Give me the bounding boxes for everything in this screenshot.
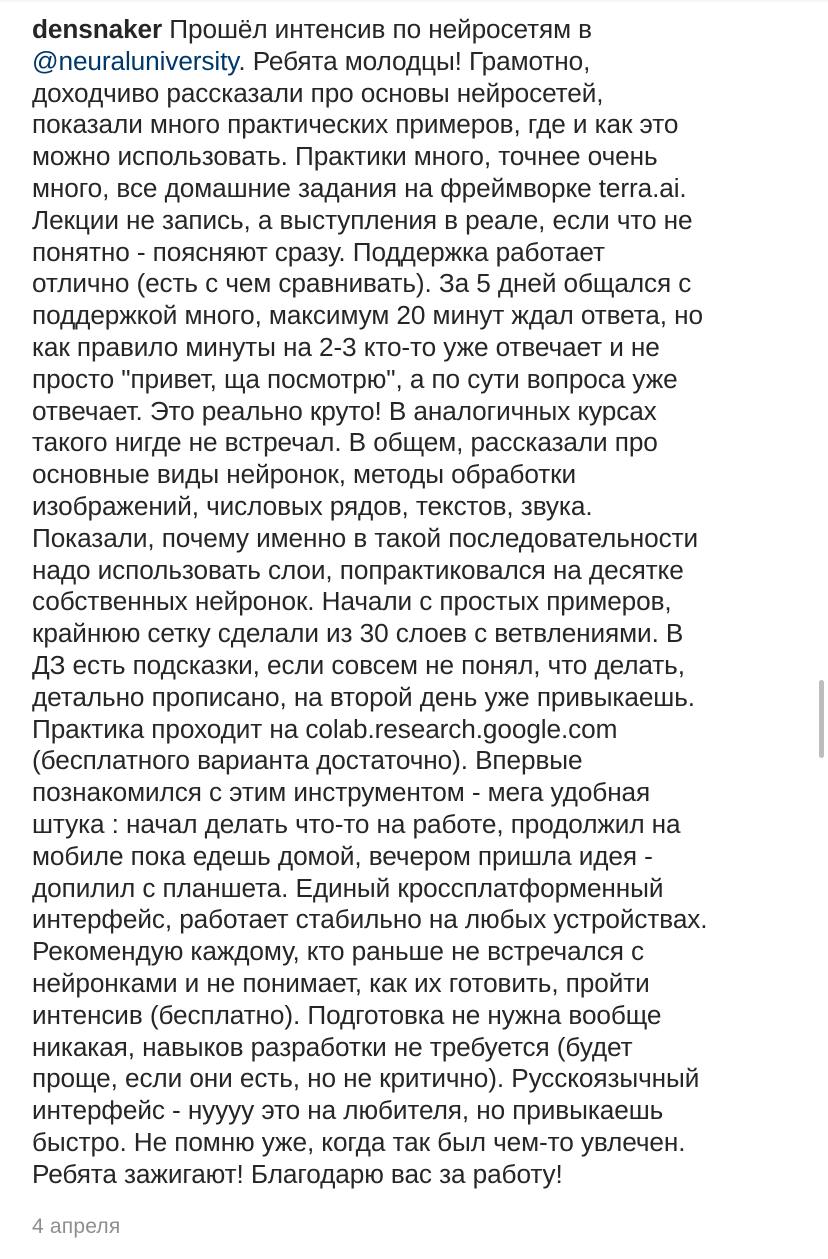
comment-timestamp[interactable]: 4 апреля bbox=[32, 1215, 121, 1238]
comment-line: показали много практических примеров, где и как это bbox=[32, 109, 679, 140]
comment-line: никакая, навыков разработки не требуется (будет bbox=[32, 1031, 633, 1062]
comment-line: изображений, числовых рядов, текстов, звука. bbox=[32, 490, 593, 521]
comment-line: интенсив (бесплатно). Подготовка не нужна вообще bbox=[32, 999, 662, 1030]
scrollbar-thumb[interactable] bbox=[819, 680, 824, 758]
comment-line: интерфейс - нуууу это на любителя, но привыкаешь bbox=[32, 1095, 664, 1126]
comment-first-line-text: Прошёл интенсив по нейросетям в bbox=[169, 14, 592, 44]
comment-line-1 bbox=[32, 14, 802, 46]
comment-line: познакомился с этим инструментом - мега удобная bbox=[32, 777, 651, 808]
comment-line: штука : начал делать что-то на работе, продолжил на bbox=[32, 808, 681, 839]
comment-line: собственных нейронок. Начали с простых примеров, bbox=[32, 586, 672, 617]
comment-username[interactable]: densnaker bbox=[32, 14, 163, 44]
comment-line: Ребята зажигают! Благодарю вас за работу! bbox=[32, 1158, 563, 1189]
comment-line: отлично (есть с чем сравнивать). За 5 дней общался с bbox=[32, 268, 692, 299]
mention-link[interactable]: @neuraluniversity bbox=[32, 45, 239, 76]
comment-line: основные виды нейронок, методы обработки bbox=[32, 459, 576, 490]
comment-line: понятно - поясняют сразу. Поддержка работает bbox=[32, 236, 605, 267]
comment-line: много, все домашние задания на фреймворке terra.ai. bbox=[32, 172, 687, 203]
comment-line: крайнюю сетку сделали из 30 слоев с ветвлениями. В bbox=[32, 618, 684, 649]
comment-line: Практика проходит на colab.research.google.com bbox=[32, 713, 618, 744]
comment-line-2 bbox=[32, 46, 802, 78]
comment-text bbox=[32, 14, 802, 1190]
comment-line: нейронками и не понимает, как их готовить, пройти bbox=[32, 967, 650, 998]
comment-line: интерфейс, работает стабильно на любых устройствах. bbox=[32, 904, 708, 935]
comment-line: Рекомендую каждому, кто раньше не встречался с bbox=[32, 936, 644, 967]
comment-line: поддержкой много, максимум 20 минут ждал ответа, но bbox=[32, 300, 703, 331]
comment-line: как правило минуты на 2-3 кто-то уже отвечает и не bbox=[32, 331, 660, 362]
comment-body-lines bbox=[32, 78, 802, 1191]
comment-line: доходчиво рассказали про основы нейросетей, bbox=[32, 77, 604, 108]
comment-line: надо использовать слои, попрактиковался на десятке bbox=[32, 554, 684, 585]
comment-line: (бесплатного варианта достаточно). Впервые bbox=[32, 745, 583, 776]
comment-line: просто "привет, ща посмотрю", а по сути вопроса уже bbox=[32, 363, 678, 394]
top-edge-shadow bbox=[0, 0, 828, 3]
comment-line: можно использовать. Практики много, точнее очень bbox=[32, 141, 658, 172]
comment-line: Лекции не запись, а выступления в реале, если что не bbox=[32, 204, 693, 235]
comment-block bbox=[32, 14, 802, 1190]
comment-line: мобиле пока едешь домой, вечером пришла идея - bbox=[32, 840, 653, 871]
comment-line: детально прописано, на второй день уже привыкаешь. bbox=[32, 681, 695, 712]
comment-line: Показали, почему именно в такой последовательности bbox=[32, 522, 699, 553]
comment-line: допилил с планшета. Единый кроссплатформенный bbox=[32, 872, 664, 903]
comment-second-line-rest: . Ребята молодцы! Грамотно, bbox=[238, 45, 591, 76]
comment-line: ДЗ есть подсказки, если совсем не понял, что делать, bbox=[32, 649, 685, 680]
comment-line: отвечает. Это реально круто! В аналогичных курсах bbox=[32, 395, 657, 426]
comment-line: быстро. Не помню уже, когда так был чем-то увлечен. bbox=[32, 1126, 686, 1157]
comment-line: проще, если они есть, но не критично). Русскоязычный bbox=[32, 1063, 700, 1094]
comment-line: такого нигде не встречал. В общем, рассказали про bbox=[32, 427, 658, 458]
